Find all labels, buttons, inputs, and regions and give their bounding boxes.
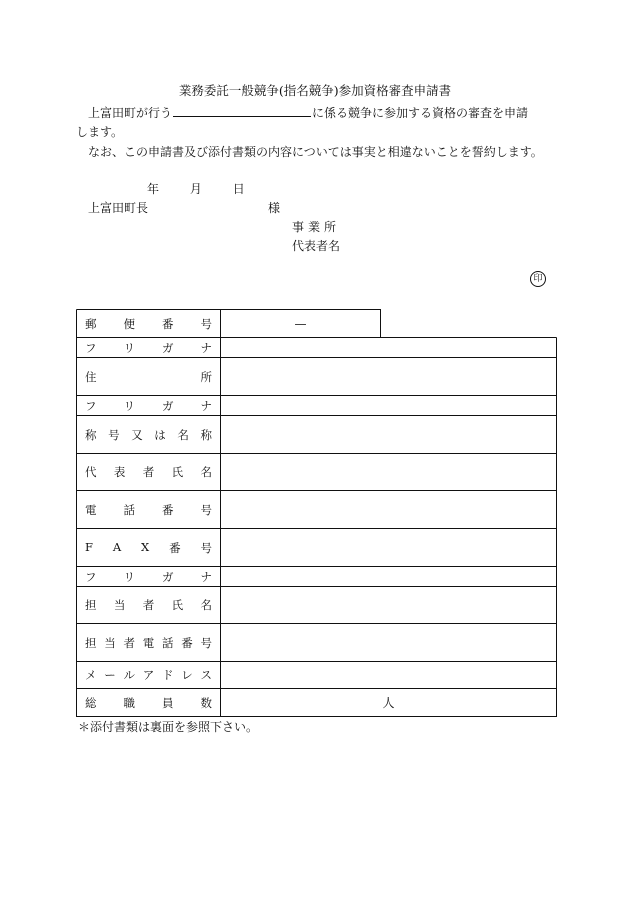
rep-name-input[interactable] bbox=[221, 454, 556, 490]
fax-label bbox=[77, 529, 220, 566]
furigana-text-1: フ リ ガ ナ bbox=[85, 340, 212, 355]
email-text: メ ー ル ア ド レ ス bbox=[85, 668, 212, 682]
address-input[interactable] bbox=[221, 358, 556, 395]
contact-name-input[interactable] bbox=[221, 587, 556, 623]
pledge-paragraph: なお、この申請書及び添付書類の内容については事実と相違ないことを誓約します。 bbox=[88, 145, 543, 159]
postal-code-text: 郵 便 番 号 bbox=[85, 316, 212, 331]
fax-text: F A X 番 号 bbox=[85, 539, 212, 555]
seal-mark: 印 bbox=[530, 271, 546, 287]
furigana-label-2 bbox=[77, 396, 220, 415]
postal-code-input[interactable] bbox=[221, 310, 380, 337]
month-label: 月 bbox=[189, 182, 202, 196]
company-name-text: 称 号 又 は 名 称 bbox=[85, 427, 212, 442]
email-input[interactable] bbox=[221, 662, 556, 688]
furigana-text-3: フ リ ガ ナ bbox=[85, 569, 212, 584]
addressee: 上富田町長 bbox=[88, 201, 149, 215]
address-label bbox=[77, 358, 220, 395]
email-label bbox=[77, 662, 220, 688]
paragraph-wrap: します。 bbox=[76, 125, 124, 139]
paragraph-start: 上富田町が行う bbox=[88, 106, 173, 120]
honorific: 様 bbox=[268, 201, 281, 215]
rep-name-text: 代 表 者 氏 名 bbox=[85, 465, 212, 479]
company-name-input[interactable] bbox=[221, 416, 556, 453]
phone-input[interactable] bbox=[221, 491, 556, 528]
representative-label: 代表者名 bbox=[292, 239, 341, 253]
phone-label bbox=[77, 491, 220, 528]
postal-dash: — bbox=[294, 316, 307, 331]
contact-phone-text: 担 当 者 電 話 番 号 bbox=[85, 635, 212, 650]
attachment-note: ＊添付書類は裏面を参照下さい。 bbox=[78, 720, 259, 734]
company-name-label bbox=[77, 416, 220, 453]
contact-name-text: 担 当 者 氏 名 bbox=[85, 598, 212, 612]
contact-phone-input[interactable] bbox=[221, 624, 556, 661]
fax-input[interactable] bbox=[221, 529, 556, 566]
furigana-input-2[interactable] bbox=[221, 396, 556, 415]
furigana-label-3 bbox=[77, 567, 220, 586]
employees-label bbox=[77, 689, 220, 716]
employees-unit: 人 bbox=[382, 696, 395, 710]
furigana-input-3[interactable] bbox=[221, 567, 556, 586]
year-label: 年 bbox=[147, 182, 160, 196]
furigana-label-1 bbox=[77, 338, 220, 357]
paragraph-end: に係る競争に参加する資格の審査を申請 bbox=[312, 106, 529, 120]
rep-name-label bbox=[77, 454, 220, 490]
employees-text: 総 職 員 数 bbox=[85, 695, 212, 710]
furigana-text-2: フ リ ガ ナ bbox=[85, 398, 212, 413]
office-label: 事業所 bbox=[292, 220, 341, 234]
phone-text: 電 話 番 号 bbox=[85, 502, 212, 517]
address-text: 住 所 bbox=[85, 369, 212, 384]
furigana-input-1[interactable] bbox=[221, 338, 556, 357]
document-title: 業務委託一般競争(指名競争)参加資格審査申請書 bbox=[178, 83, 452, 98]
postal-code-label bbox=[77, 310, 220, 337]
employees-input[interactable] bbox=[221, 689, 556, 716]
contact-phone-label bbox=[77, 624, 220, 661]
contact-name-label bbox=[77, 587, 220, 623]
day-label: 日 bbox=[232, 182, 245, 196]
